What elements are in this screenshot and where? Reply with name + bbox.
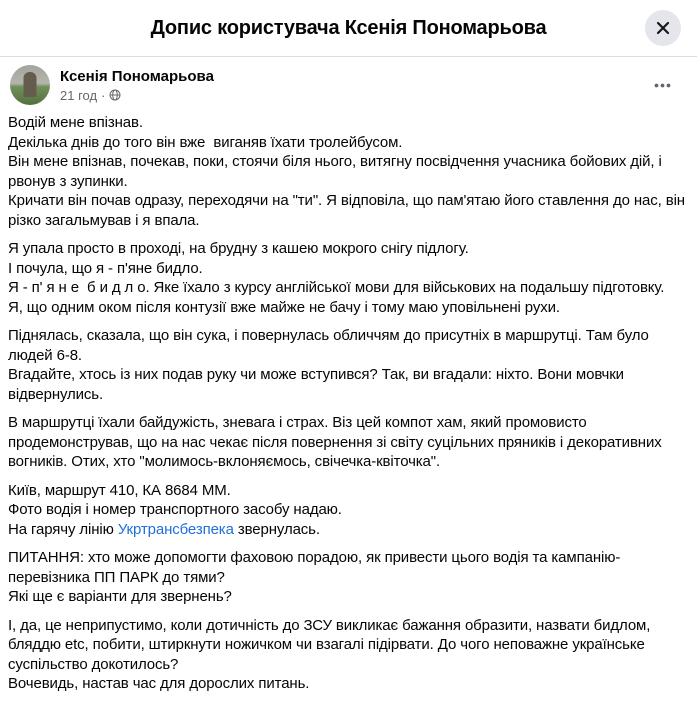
post-text-line: Я упала просто в проході, на брудну з кашею мокрого снігу підлогу. bbox=[8, 240, 469, 257]
post-text-line: Піднялась, сказала, що він сука, і повернулась обличчям до присутніх в маршрутці. Там було людей 6-8. bbox=[8, 327, 653, 364]
post-text-line: І почула, що я - п'яне бидло. bbox=[8, 259, 203, 277]
post-paragraph bbox=[8, 113, 689, 230]
post-text-line: Я - п' я н е б и д л о. Яке їхало з курсу англійської мови для військових на подальшу підготовку. bbox=[8, 279, 665, 296]
post-paragraph bbox=[8, 413, 689, 472]
post-text-line: І, да, це неприпустимо, коли дотичність до ЗСУ викликає бажання образити, назвати бидлом, бляддю etc, побити, штиркнути ножичком чи взагалі підірвати. До чого неповажне українське суспільство докотилось? bbox=[8, 616, 655, 673]
post-text-line: ПИТАННЯ: хто може допомогти фаховою порадою, як привести цього водія та кампанію-перевізника ПП ПАРК до тями? bbox=[8, 549, 621, 586]
post-text-line: Які ще є варіанти для звернень? bbox=[8, 588, 232, 605]
post-text-line: звернулась. bbox=[233, 520, 320, 538]
post-header bbox=[0, 57, 697, 109]
post-paragraph bbox=[8, 548, 689, 607]
profile-avatar[interactable] bbox=[10, 65, 50, 105]
ukrtransbezpeka-link[interactable]: Укртрансбезпека bbox=[117, 520, 234, 538]
post-text-line: Київ, маршрут 410, КА 8684 ММ. bbox=[8, 481, 231, 499]
post-text-line: Кричати він почав одразу, переходячи на "ти". Я відповіла, що пам'ятаю його ставлення до нас, він різко загальмував і я впала. bbox=[8, 192, 690, 229]
close-button[interactable] bbox=[645, 10, 681, 46]
post-paragraph bbox=[8, 326, 689, 404]
post-text-line: Я, що одним оком після контузії вже майже не бачу і тому маю уповільнені рухи. bbox=[8, 298, 560, 316]
post-body bbox=[0, 109, 697, 694]
post-text-line: Водій мене впізнав. bbox=[8, 114, 143, 131]
ellipsis-icon bbox=[654, 83, 671, 88]
post-text-line: Декілька днів до того він вже виганяв їхати тролейбусом. bbox=[8, 133, 403, 151]
globe-icon bbox=[109, 89, 121, 101]
post-text-line: На гарячу лінію bbox=[8, 520, 118, 538]
close-icon bbox=[654, 19, 672, 37]
meta-separator: · bbox=[101, 87, 106, 103]
post-text-line: Фото водія і номер транспортного засобу надаю. bbox=[8, 501, 342, 518]
post-paragraph bbox=[8, 481, 689, 540]
author-name[interactable]: Ксенія Пономарьова bbox=[60, 67, 214, 85]
timestamp[interactable]: 21 год bbox=[60, 87, 98, 103]
post-paragraph bbox=[8, 616, 689, 694]
more-options-button[interactable] bbox=[646, 75, 679, 96]
modal-header bbox=[0, 0, 697, 57]
avatar-person-silhouette bbox=[24, 72, 37, 97]
post-text-line: Він мене впізнав, почекав, поки, стоячи біля нього, витягну посвідчення учасника бойових дій, і рвонув з зупинки. bbox=[8, 153, 666, 190]
post-text-line: В маршрутці їхали байдужість, зневага і страх. Віз цей компот хам, який промовисто продемонстрував, що на нас чекає після повернення зі світу суцільних пряників і декоративних вогників. Отих, хто "молимось-вклоняємось, свічечка-квіточка". bbox=[8, 414, 666, 470]
post-text-line: Вгадайте, хтось із них подав руку чи може вступився? Так, ви вгадали: ніхто. Вони мовчки відвернулись. bbox=[8, 366, 628, 403]
post-paragraph bbox=[8, 239, 689, 317]
post-meta bbox=[60, 87, 646, 104]
post-text-line: Вочевидь, настав час для дорослих питань. bbox=[8, 675, 310, 692]
modal-title: Допис користувача Ксенія Пономарьова bbox=[150, 16, 547, 39]
author-block bbox=[60, 67, 646, 104]
